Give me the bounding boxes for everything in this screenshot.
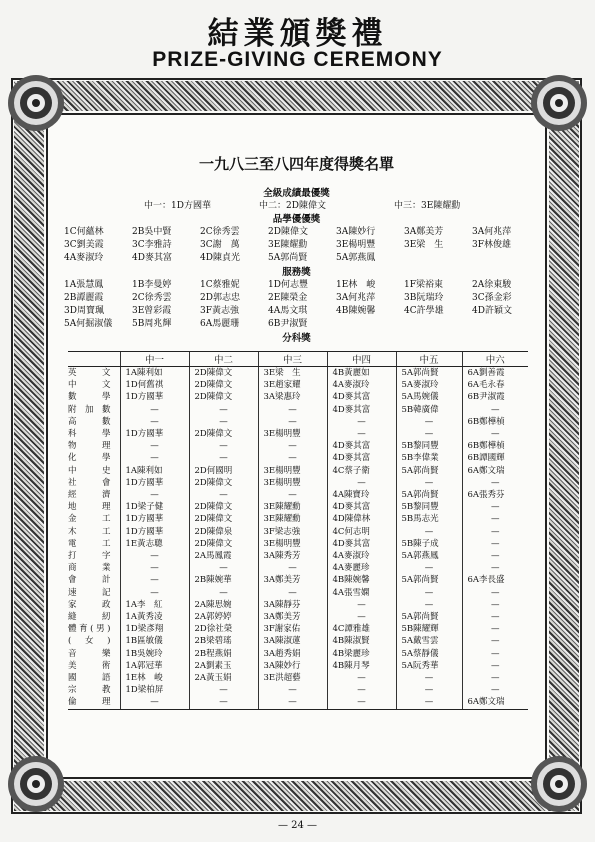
service-entry: 1E林 峻 xyxy=(336,280,376,290)
table-row xyxy=(68,587,528,599)
award-cell: 2A劉素玉 xyxy=(189,660,258,672)
table-row xyxy=(68,416,528,428)
award-cell: — xyxy=(120,574,189,586)
award-cell: 3E陳耀勳 xyxy=(258,513,327,525)
award-cell: 6A張秀芬 xyxy=(462,489,528,501)
award-list xyxy=(46,113,547,779)
award-cell: — xyxy=(120,452,189,464)
subject-name: (女) xyxy=(68,636,112,647)
service-entry: 1C蔡雅妮 xyxy=(200,280,240,290)
award-cell: — xyxy=(258,440,327,452)
award-cell: 3F梁志強 xyxy=(258,526,327,538)
subject-table-body xyxy=(68,367,528,710)
table-row xyxy=(68,684,528,696)
conduct-entry: 3E陳耀勳 xyxy=(268,240,308,250)
award-cell: 4C蔡子衛 xyxy=(327,465,396,477)
subject-name: 家政 xyxy=(68,599,112,610)
table-row xyxy=(68,648,528,660)
subject-name: 中文 xyxy=(68,380,112,391)
award-cell: — xyxy=(120,562,189,574)
service-entry: 1A張慧鳳 xyxy=(64,280,104,290)
award-cell: 6A鄭文瑞 xyxy=(462,465,528,477)
award-cell: 1D方國華 xyxy=(120,391,189,403)
overall-entry: 中三：3E陳耀勳 xyxy=(394,201,461,211)
award-cell: 1D方國華 xyxy=(120,428,189,440)
header-cell: 中四 xyxy=(327,352,396,367)
page-number: — 24 — xyxy=(277,820,318,831)
section-title-subject: 分科獎 xyxy=(282,333,311,344)
award-cell: 1B區敏儀 xyxy=(120,635,189,647)
award-cell: 3E陳耀勳 xyxy=(258,501,327,513)
subject-name: 縫紉 xyxy=(68,612,112,623)
award-cell: — xyxy=(120,416,189,428)
award-cell: 5B李偉業 xyxy=(396,452,462,464)
award-cell: 5B韓廣偉 xyxy=(396,404,462,416)
subject-name: 打字 xyxy=(68,551,112,562)
award-cell: — xyxy=(327,599,396,611)
subject-name: 國語 xyxy=(68,673,112,684)
award-cell: 1D方國華 xyxy=(120,513,189,525)
conduct-entry: 3C謝 萬 xyxy=(200,240,240,250)
award-cell: 3E趙家耀 xyxy=(258,379,327,391)
award-cell: 3A陳靜芬 xyxy=(258,599,327,611)
award-cell: 6B鄭樺楨 xyxy=(462,440,528,452)
service-entry: 4D許穎文 xyxy=(472,306,512,316)
award-cell: 5A郭尚賢 xyxy=(396,574,462,586)
section-title-conduct: 品學優優獎 xyxy=(272,214,321,225)
award-cell: 4A張雪嫻 xyxy=(327,587,396,599)
conduct-row xyxy=(64,224,534,236)
table-row xyxy=(68,367,528,380)
award-cell: — xyxy=(327,672,396,684)
award-cell: 5B黎同豐 xyxy=(396,501,462,513)
service-entry: 1B李曼婷 xyxy=(132,280,172,290)
award-cell: — xyxy=(258,562,327,574)
award-cell: 2D陳偉文 xyxy=(189,379,258,391)
table-row xyxy=(68,538,528,550)
service-entry: 2E陳榮金 xyxy=(268,293,308,303)
award-cell: 6A鄭文瑞 xyxy=(462,696,528,709)
conduct-entry: 3C劉美霞 xyxy=(64,240,104,250)
service-entry: 6B尹淑賢 xyxy=(268,319,308,329)
award-cell: 3E楊明豐 xyxy=(258,538,327,550)
conduct-entry: 3E楊明豐 xyxy=(336,240,376,250)
conduct-entry: 3C李雅詩 xyxy=(132,240,172,250)
subject-name: 會計 xyxy=(68,575,112,586)
award-cell: — xyxy=(189,452,258,464)
award-cell: 5A郭尚賢 xyxy=(396,465,462,477)
award-cell: — xyxy=(396,526,462,538)
conduct-row xyxy=(64,250,534,262)
award-cell: 6B鄭樺楨 xyxy=(462,416,528,428)
header-cell xyxy=(68,352,120,367)
award-cell: 5A蔡靜儀 xyxy=(396,648,462,660)
award-cell: 1A郭冠華 xyxy=(120,660,189,672)
subject-name: 宗教 xyxy=(68,685,112,696)
award-cell: — xyxy=(396,562,462,574)
award-cell: 6A劉善霞 xyxy=(462,367,528,380)
table-row xyxy=(68,489,528,501)
table-row xyxy=(68,660,528,672)
subject-name: 音樂 xyxy=(68,648,112,659)
subject-name: 金工 xyxy=(68,514,112,525)
award-cell: — xyxy=(120,587,189,599)
award-cell: — xyxy=(258,404,327,416)
service-entry: 4B陳婉馨 xyxy=(336,306,376,316)
subject-name: 體育(男) xyxy=(68,624,112,635)
award-cell: — xyxy=(462,550,528,562)
table-row xyxy=(68,526,528,538)
service-entry: 5B周兆輝 xyxy=(132,319,172,329)
award-cell: — xyxy=(462,428,528,440)
award-cell: — xyxy=(189,404,258,416)
award-cell: 4B黃麗如 xyxy=(327,367,396,380)
subject-name: 木工 xyxy=(68,526,112,537)
service-entry: 6A馬麗珊 xyxy=(200,319,240,329)
table-header-row xyxy=(68,352,528,367)
award-cell: — xyxy=(258,452,327,464)
award-cell: 2D陳偉文 xyxy=(189,367,258,380)
service-row xyxy=(64,303,534,315)
award-cell: 4C譚雅雄 xyxy=(327,623,396,635)
table-row xyxy=(68,404,528,416)
award-cell: 5B陳耀輝 xyxy=(396,623,462,635)
award-cell: 2D徐社榮 xyxy=(189,623,258,635)
section-title-overall: 全級成績最優獎 xyxy=(263,188,330,199)
table-row xyxy=(68,635,528,647)
award-cell: 5B陳子成 xyxy=(396,538,462,550)
award-cell: 3E洪超藝 xyxy=(258,672,327,684)
award-cell: 5B馬志光 xyxy=(396,513,462,525)
award-cell: 4D麥其富 xyxy=(327,538,396,550)
conduct-entry: 2D陳偉文 xyxy=(268,227,308,237)
award-cell: 3F謝家佑 xyxy=(258,623,327,635)
table-row xyxy=(68,379,528,391)
award-cell: — xyxy=(462,623,528,635)
award-cell: 4B梁麗珍 xyxy=(327,648,396,660)
award-cell: 4C何志明 xyxy=(327,526,396,538)
year-title: 一九八三至八四年度得獎名單 xyxy=(198,155,394,173)
award-cell: — xyxy=(462,587,528,599)
table-row xyxy=(68,599,528,611)
table-row xyxy=(68,562,528,574)
subject-name: 美術 xyxy=(68,660,112,671)
award-cell: 1D方國華 xyxy=(120,526,189,538)
award-cell: 5A郭燕鳳 xyxy=(396,550,462,562)
award-cell: — xyxy=(189,587,258,599)
conduct-entry: 5A郭燕鳳 xyxy=(336,253,376,263)
award-cell: — xyxy=(120,696,189,709)
english-title: PRIZE-GIVING CEREMONY xyxy=(152,48,443,71)
award-cell: 1A陳利如 xyxy=(120,465,189,477)
table-row xyxy=(68,672,528,684)
award-cell: 1D梁子健 xyxy=(120,501,189,513)
service-entry: 5A何掘淑儀 xyxy=(64,319,113,329)
award-cell: 1A陳利如 xyxy=(120,367,189,380)
award-cell: — xyxy=(396,477,462,489)
conduct-entry: 2B吳中賢 xyxy=(132,227,172,237)
award-cell: — xyxy=(396,599,462,611)
service-entry: 2A徐東駿 xyxy=(472,280,512,290)
award-cell: 2D陳偉文 xyxy=(189,477,258,489)
award-cell: — xyxy=(258,587,327,599)
conduct-entry: 4A麥淑玲 xyxy=(64,253,104,263)
award-cell: 4D麥其富 xyxy=(327,501,396,513)
header-cell: 中三 xyxy=(258,352,327,367)
award-cell: 2D陳偉泉 xyxy=(189,526,258,538)
award-cell: 2B梁碧瑤 xyxy=(189,635,258,647)
award-cell: 2D陳偉文 xyxy=(189,428,258,440)
service-entry: 4C許學雄 xyxy=(404,306,444,316)
table-row xyxy=(68,477,528,489)
subject-name: 物理 xyxy=(68,441,112,452)
award-cell: 4B陳淑賢 xyxy=(327,635,396,647)
subject-name: 地理 xyxy=(68,502,112,513)
conduct-entry: 4D麥其富 xyxy=(132,253,172,263)
award-cell: — xyxy=(189,684,258,696)
award-cell: 2B陳婉華 xyxy=(189,574,258,586)
conduct-entry: 3E梁 生 xyxy=(404,240,444,250)
conduct-entry: 2C徐秀雲 xyxy=(200,227,240,237)
conduct-row xyxy=(64,237,534,249)
table-row xyxy=(68,696,528,709)
service-entry: 3C孫金彩 xyxy=(472,293,512,303)
award-cell: — xyxy=(327,416,396,428)
award-cell: — xyxy=(327,696,396,709)
award-cell: — xyxy=(462,635,528,647)
award-cell: 2D陳偉文 xyxy=(189,513,258,525)
service-entry: 2B譚麗霞 xyxy=(64,293,104,303)
award-cell: 2D何國明 xyxy=(189,465,258,477)
award-cell: — xyxy=(327,477,396,489)
award-cell: 3A梁惠玲 xyxy=(258,391,327,403)
table-row xyxy=(68,501,528,513)
award-cell: — xyxy=(327,611,396,623)
table-row xyxy=(68,574,528,586)
award-cell: — xyxy=(189,696,258,709)
overall-entry: 中一：1D方國華 xyxy=(144,201,211,211)
service-entry: 1F梁裕東 xyxy=(404,280,443,290)
award-cell: — xyxy=(258,696,327,709)
header-cell: 中一 xyxy=(120,352,189,367)
subject-name: 附加數 xyxy=(68,404,112,415)
subject-name: 中史 xyxy=(68,465,112,476)
award-cell: — xyxy=(396,416,462,428)
header-cell: 中五 xyxy=(396,352,462,367)
award-cell: 4D麥其富 xyxy=(327,391,396,403)
award-cell: — xyxy=(258,416,327,428)
award-cell: 3A趙秀娟 xyxy=(258,648,327,660)
award-cell: 1E黃志聰 xyxy=(120,538,189,550)
award-cell: 2A黃玉娟 xyxy=(189,672,258,684)
award-cell: — xyxy=(462,648,528,660)
award-cell: 5B黎同豐 xyxy=(396,440,462,452)
subject-name: 倫理 xyxy=(68,696,120,709)
overall-row xyxy=(64,198,534,210)
service-entry: 1D何志豐 xyxy=(268,280,308,290)
award-cell: 2A陳思婉 xyxy=(189,599,258,611)
award-cell: — xyxy=(120,404,189,416)
table-row xyxy=(68,611,528,623)
award-cell: 6A毛永春 xyxy=(462,379,528,391)
award-cell: — xyxy=(462,660,528,672)
conduct-entry: 3A陳妙行 xyxy=(336,227,376,237)
award-cell: 5A戴雪雲 xyxy=(396,635,462,647)
overall-entry: 中二：2D陳偉文 xyxy=(259,201,326,211)
award-cell: 4A麥淑玲 xyxy=(327,379,396,391)
award-cell: 1D方國華 xyxy=(120,477,189,489)
award-cell: 3A鄭美芳 xyxy=(258,574,327,586)
award-cell: — xyxy=(462,684,528,696)
award-cell: — xyxy=(462,538,528,550)
award-cell: 1A李 紅 xyxy=(120,599,189,611)
table-row xyxy=(68,550,528,562)
table-row xyxy=(68,391,528,403)
award-cell: — xyxy=(327,428,396,440)
service-entry: 2D郭志忠 xyxy=(200,293,240,303)
service-entry: 3D周寶珮 xyxy=(64,306,104,316)
award-cell: 5A麥淑玲 xyxy=(396,379,462,391)
table-row xyxy=(68,513,528,525)
table-row xyxy=(68,465,528,477)
award-cell: — xyxy=(189,440,258,452)
award-cell: 3E梁 生 xyxy=(258,367,327,380)
award-cell: — xyxy=(120,440,189,452)
award-cell: 4B陳婉馨 xyxy=(327,574,396,586)
award-cell: — xyxy=(462,501,528,513)
award-cell: 4D陳偉林 xyxy=(327,513,396,525)
award-cell: 2A馬鳳霞 xyxy=(189,550,258,562)
header-cell: 中六 xyxy=(462,352,528,367)
award-cell: — xyxy=(462,404,528,416)
header-cell: 中二 xyxy=(189,352,258,367)
award-cell: — xyxy=(462,611,528,623)
conduct-entry: 3A鄭美芳 xyxy=(404,227,444,237)
award-cell: 5A阮秀華 xyxy=(396,660,462,672)
award-cell: — xyxy=(396,696,462,709)
award-cell: — xyxy=(327,684,396,696)
award-cell: 3E楊明豐 xyxy=(258,465,327,477)
conduct-entry: 3A何兆萍 xyxy=(472,227,512,237)
subject-name: 社會 xyxy=(68,477,112,488)
service-row xyxy=(64,316,534,328)
award-cell: 6A李長盛 xyxy=(462,574,528,586)
award-cell: 1D何舊祺 xyxy=(120,379,189,391)
subject-name: 化學 xyxy=(68,453,112,464)
award-cell: 3E楊明豐 xyxy=(258,428,327,440)
award-cell: 6B譚國輝 xyxy=(462,452,528,464)
award-cell: 5A馬婉儀 xyxy=(396,391,462,403)
award-cell: 2A郭婷婷 xyxy=(189,611,258,623)
table-row xyxy=(68,452,528,464)
conduct-entry: 1C何蘊林 xyxy=(64,227,104,237)
service-entry: 3F黃志強 xyxy=(200,306,239,316)
award-cell: — xyxy=(120,489,189,501)
subject-name: 速記 xyxy=(68,587,112,598)
award-cell: 3E楊明豐 xyxy=(258,477,327,489)
award-cell: — xyxy=(396,587,462,599)
subject-award-table xyxy=(68,351,528,710)
service-entry: 3B阮瑞玲 xyxy=(404,293,444,303)
award-cell: 4D麥其富 xyxy=(327,452,396,464)
award-cell: 3A陳妙行 xyxy=(258,660,327,672)
award-cell: — xyxy=(462,477,528,489)
award-cell: 1A黃秀凌 xyxy=(120,611,189,623)
award-cell: 2D陳偉文 xyxy=(189,391,258,403)
service-entry: 3E曾彩霞 xyxy=(132,306,172,316)
table-row xyxy=(68,428,528,440)
award-cell: 3A陳秀芳 xyxy=(258,550,327,562)
award-cell: — xyxy=(462,672,528,684)
award-cell: — xyxy=(189,562,258,574)
subject-name: 高數 xyxy=(68,416,112,427)
award-cell: 3A陳淑蓮 xyxy=(258,635,327,647)
chinese-title: 結業頒獎禮 xyxy=(207,16,388,52)
subject-name: 經濟 xyxy=(68,490,112,501)
subject-name: 英文 xyxy=(68,368,112,378)
service-entry: 3A何兆萍 xyxy=(336,293,376,303)
award-cell: — xyxy=(396,428,462,440)
award-cell: 6B尹淑霞 xyxy=(462,391,528,403)
award-cell: — xyxy=(189,416,258,428)
conduct-entry: 4D陳貞光 xyxy=(200,253,240,263)
service-entry: 2C徐秀雲 xyxy=(132,293,172,303)
award-cell: — xyxy=(396,684,462,696)
award-cell: 4B陳月琴 xyxy=(327,660,396,672)
subject-name: 數學 xyxy=(68,392,112,403)
award-cell: 1B吳婉玲 xyxy=(120,648,189,660)
award-cell: — xyxy=(258,684,327,696)
award-cell: — xyxy=(462,599,528,611)
award-cell: — xyxy=(462,513,528,525)
award-cell: 3A鄭美芳 xyxy=(258,611,327,623)
award-cell: — xyxy=(396,672,462,684)
award-cell: 4A麥麗珍 xyxy=(327,562,396,574)
award-cell: 1D梁柏屏 xyxy=(120,684,189,696)
award-cell: — xyxy=(258,489,327,501)
award-cell: — xyxy=(120,550,189,562)
award-cell: 1E林 峻 xyxy=(120,672,189,684)
conduct-entry: 5A郭尚賢 xyxy=(268,253,308,263)
award-cell: 2B程燕娟 xyxy=(189,648,258,660)
subject-name: 電工 xyxy=(68,538,112,549)
award-cell: — xyxy=(189,489,258,501)
award-cell: 2D陳偉文 xyxy=(189,538,258,550)
section-title-service: 服務獎 xyxy=(282,267,311,278)
award-cell: — xyxy=(462,562,528,574)
table-row xyxy=(68,440,528,452)
service-row xyxy=(64,277,534,289)
award-cell: 2D陳偉文 xyxy=(189,501,258,513)
award-cell: 4D麥其富 xyxy=(327,440,396,452)
award-cell: 5A郭尚賢 xyxy=(396,611,462,623)
award-cell: 4A麥淑玲 xyxy=(327,550,396,562)
award-cell: 5A郭尚賢 xyxy=(396,367,462,380)
conduct-entry: 3F林俊雄 xyxy=(472,240,511,250)
award-cell: 1D梁彥翔 xyxy=(120,623,189,635)
service-entry: 4A馬文琪 xyxy=(268,306,308,316)
subject-name: 科學 xyxy=(68,429,112,440)
award-cell: 4D麥其富 xyxy=(327,404,396,416)
subject-name: 商業 xyxy=(68,563,112,574)
award-cell: 5A郭尚賢 xyxy=(396,489,462,501)
service-row xyxy=(64,290,534,302)
award-cell: 4A陳寶玲 xyxy=(327,489,396,501)
table-row xyxy=(68,623,528,635)
award-cell: — xyxy=(462,526,528,538)
